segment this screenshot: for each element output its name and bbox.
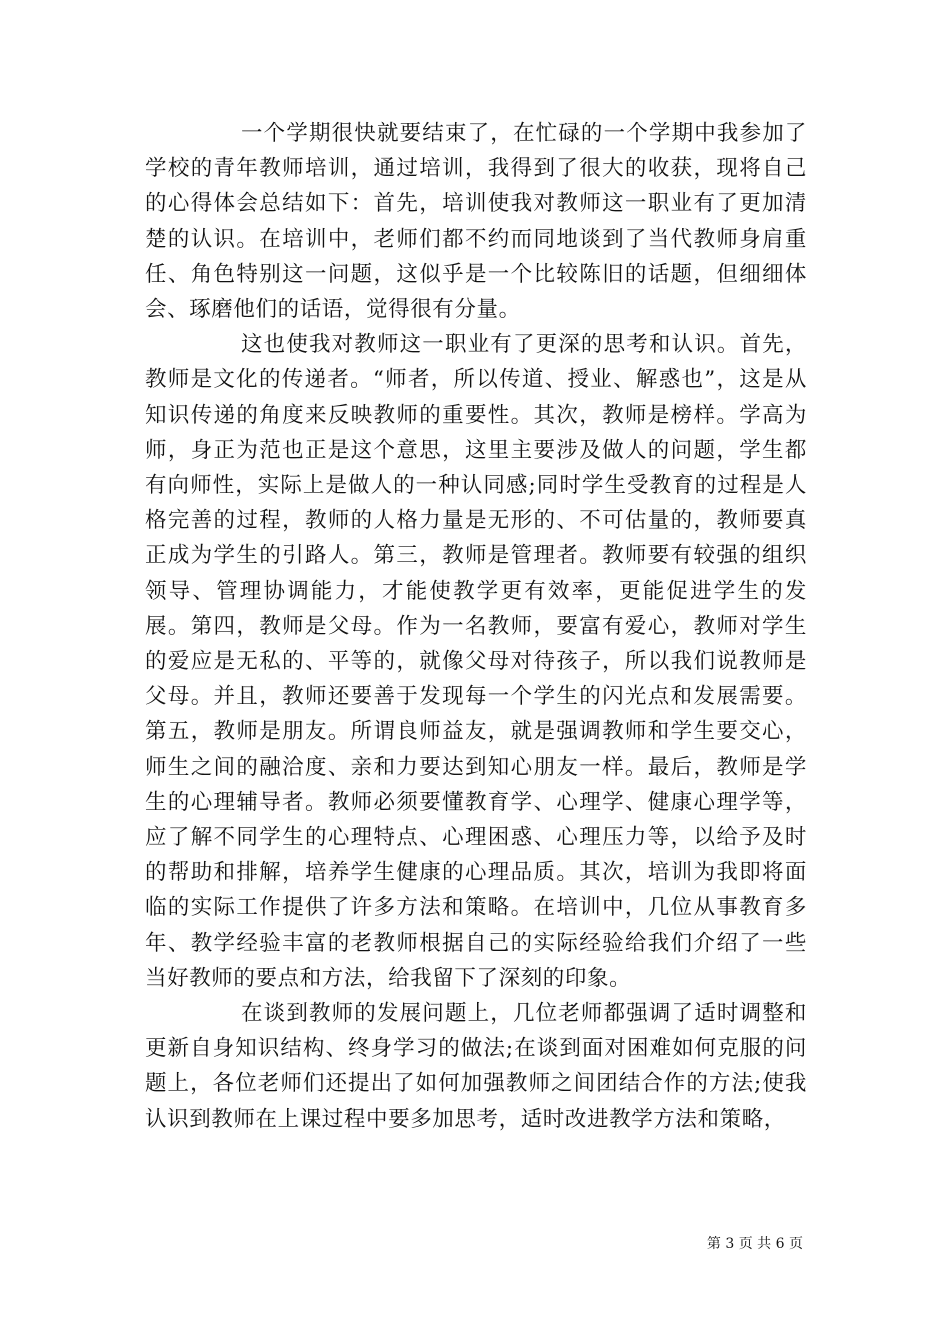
paragraph-2: 这也使我对教师这一职业有了更深的思考和认识。首先，教师是文化的传递者。“师者，所以传道、授业、解惑也”，这是从知识传递的角度来反映教师的重要性。其次，教师是榜样。学高为师，身正为范也正是这个意思，这里主要涉及做人的问题，学生都有向师性，实际上是做人的一种认同感;同时学生受教育的过程是人格完善的过程，教师的人格力量是无形的、不可估量的，教师要真正成为学生的引路人。第三，教师是管理者。教师要有较强的组织领导、管理协调能力，才能使教学更有效率，更能促进学生的发展。第四，教师是父母。作为一名教师，要富有爱心，教师对学生的爱应是无私的、平等的，就像父母对待孩子，所以我们说教师是父母。并且，教师还要善于发现每一个学生的闪光点和发展需要。第五，教师是朋友。所谓良师益友，就是强调教师和学生要交心，师生之间的融洽度、亲和力要达到知心朋友一样。最后，教师是学生的心理辅导者。教师必须要懂教育学、心理学、健康心理学等，应了解不同学生的心理特点、心理困惑、心理压力等，以给予及时的帮助和排解，培养学生健康的心理品质。其次，培训为我即将面临的实际工作提供了许多方法和策略。在培训中，几位从事教育多年、教学经验丰富的老教师根据自己的实际经验给我们介绍了一些当好教师的要点和方法，给我留下了深刻的印象。 (145, 332, 807, 991)
document-body (145, 116, 807, 1137)
paragraph-3: 在谈到教师的发展问题上，几位老师都强调了适时调整和更新自身知识结构、终身学习的做法;在谈到面对困难如何克服的问题上，各位老师们还提出了如何加强教师之间团结合作的方法;使我认识到教师在上课过程中要多加思考，适时改进教学方法和策略， (145, 1001, 807, 1132)
paragraph-1: 一个学期很快就要结束了，在忙碌的一个学期中我参加了学校的青年教师培训，通过培训，我得到了很大的收获，现将自己的心得体会总结如下：首先，培训使我对教师这一职业有了更加清楚的认识。在培训中，老师们都不约而同地谈到了当代教师身肩重任、角色特别这一问题，这似乎是一个比较陈旧的话题，但细细体会、琢磨他们的话语，觉得很有分量。 (145, 121, 807, 323)
page-number-footer: 第 3 页 共 6 页 (706, 1236, 803, 1252)
